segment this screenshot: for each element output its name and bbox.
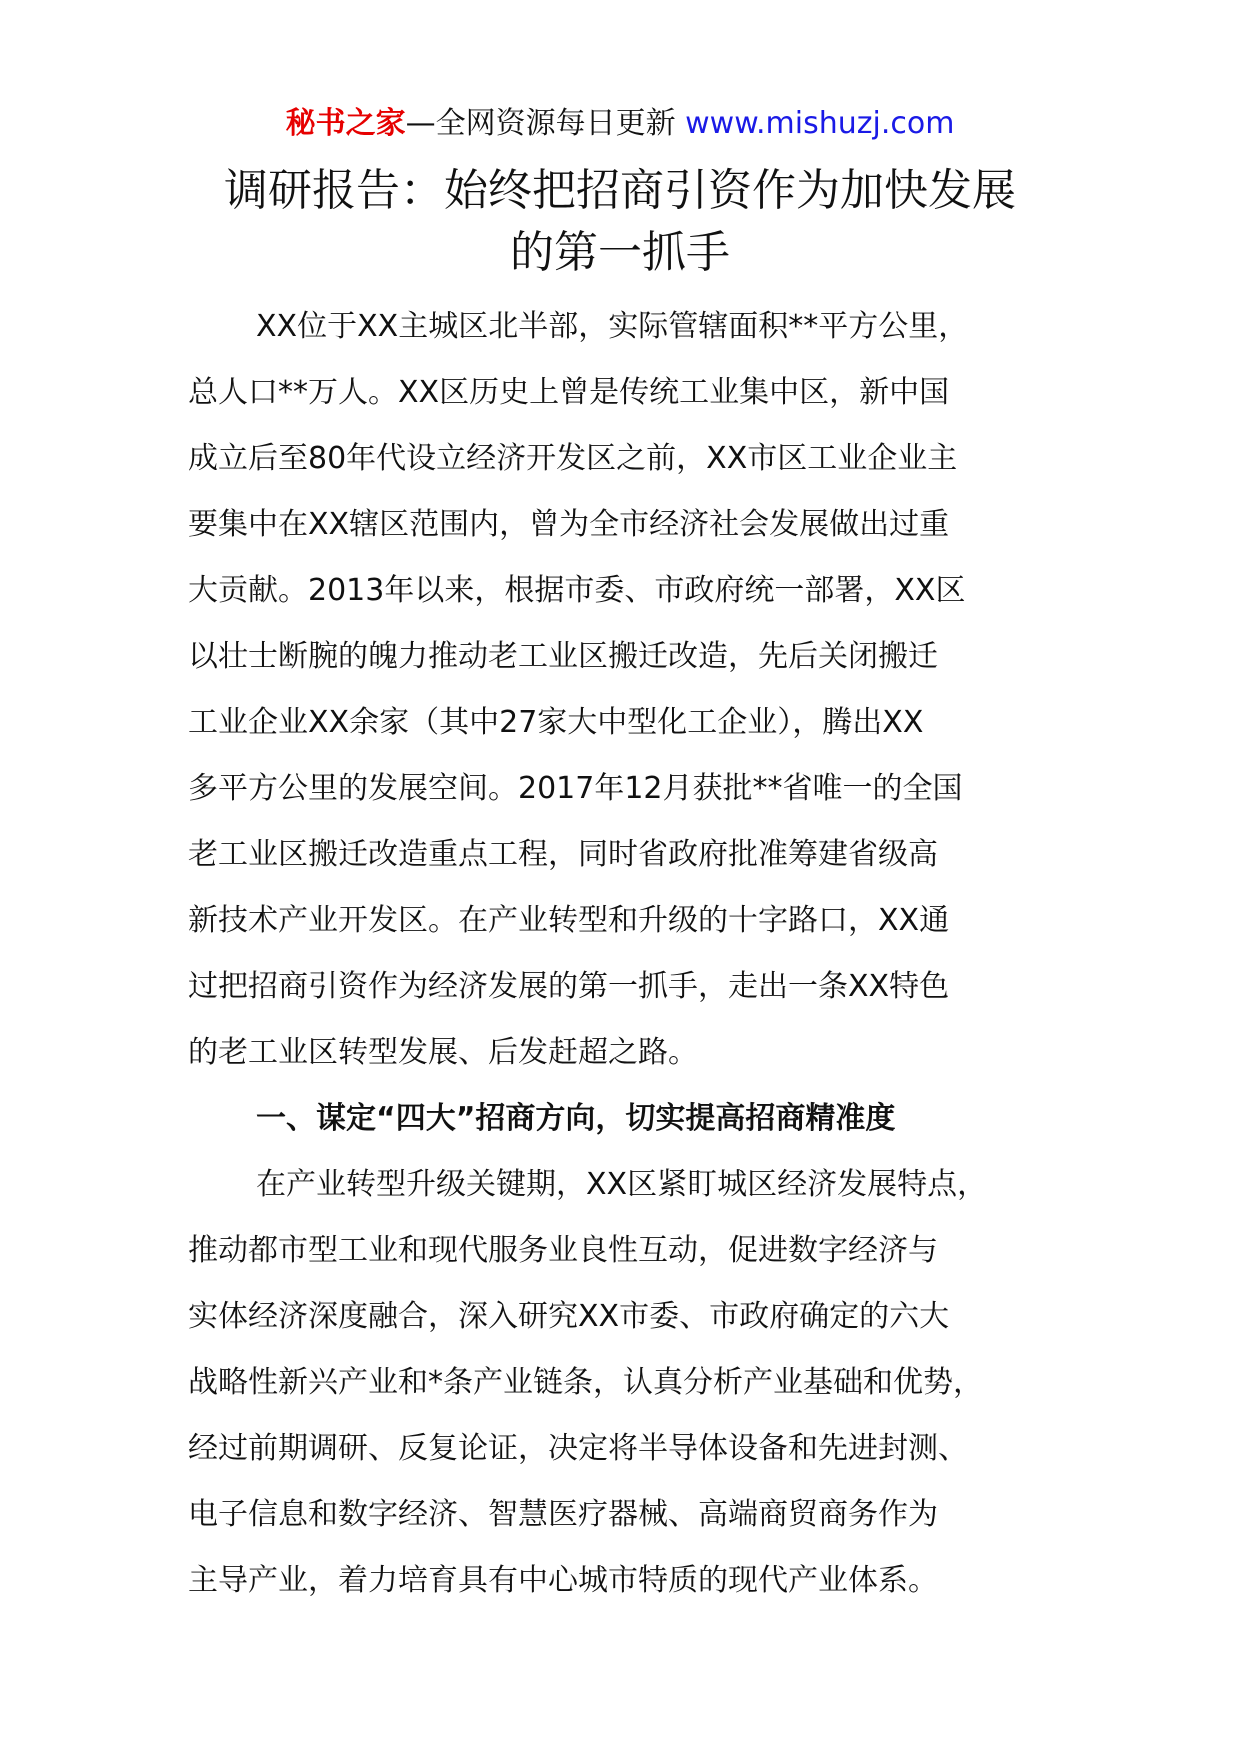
paragraph-line: 大贡献。2013年以来，根据市委、市政府统一部署，XX区 bbox=[188, 573, 966, 608]
paragraph-line: 新技术产业开发区。在产业转型和升级的十字路口，XX通 bbox=[188, 903, 950, 938]
paragraph-line: 的老工业区转型发展、后发赶超之路。 bbox=[188, 1035, 698, 1070]
paragraph-line: 要集中在XX辖区范围内，曾为全市经济社会发展做出过重 bbox=[188, 507, 950, 542]
paragraph-line: 推动都市型工业和现代服务业良性互动，促进数字经济与 bbox=[188, 1233, 938, 1268]
paragraph-line: 总人口**万人。XX区历史上曾是传统工业集中区，新中国 bbox=[188, 375, 950, 410]
paragraph-line: 主导产业，着力培育具有中心城市特质的现代产业体系。 bbox=[188, 1563, 938, 1598]
paragraph-section-1 bbox=[188, 1152, 1068, 1614]
paragraph-line: 过把招商引资作为经济发展的第一抓手，走出一条XX特色 bbox=[188, 969, 950, 1004]
document-title bbox=[0, 160, 1240, 284]
paragraph-line: 经过前期调研、反复论证，决定将半导体设备和先进封测、 bbox=[188, 1431, 968, 1466]
paragraph-line: 以壮士断腕的魄力推动老工业区搬迁改造，先后关闭搬迁 bbox=[188, 639, 938, 674]
paragraph-line: 老工业区搬迁改造重点工程，同时省政府批准筹建省级高 bbox=[188, 837, 938, 872]
header-tagline: —全网资源每日更新 bbox=[405, 106, 686, 141]
paragraph-line: 战略性新兴产业和*条产业链条，认真分析产业基础和优势， bbox=[188, 1365, 983, 1400]
title-line-1: 调研报告：始终把招商引资作为加快发展 bbox=[224, 165, 1016, 216]
paragraph-intro bbox=[188, 294, 1068, 1086]
site-url-link[interactable]: www.mishuzj.com bbox=[685, 106, 955, 141]
paragraph-line: 在产业转型升级关键期，XX区紧盯城区经济发展特点， bbox=[256, 1167, 988, 1202]
section-heading: 一、谋定“四大”招商方向，切实提高招商精准度 bbox=[256, 1101, 896, 1136]
paragraph-line: 成立后至80年代设立经济开发区之前，XX市区工业企业主 bbox=[188, 441, 958, 476]
document-body bbox=[188, 294, 1068, 1614]
paragraph-line: 实体经济深度融合，深入研究XX市委、市政府确定的六大 bbox=[188, 1299, 950, 1334]
title-line-2: 的第一抓手 bbox=[510, 227, 730, 278]
paragraph-line: 电子信息和数字经济、智慧医疗器械、高端商贸商务作为 bbox=[188, 1497, 938, 1532]
site-header bbox=[0, 104, 1240, 144]
paragraph-line: 工业企业XX余家（其中27家大中型化工企业），腾出XX bbox=[188, 705, 924, 740]
brand-name: 秘书之家 bbox=[285, 106, 406, 141]
paragraph-line: XX位于XX主城区北半部，实际管辖面积**平方公里， bbox=[256, 309, 969, 344]
paragraph-line: 多平方公里的发展空间。2017年12月获批**省唯一的全国 bbox=[188, 771, 963, 806]
